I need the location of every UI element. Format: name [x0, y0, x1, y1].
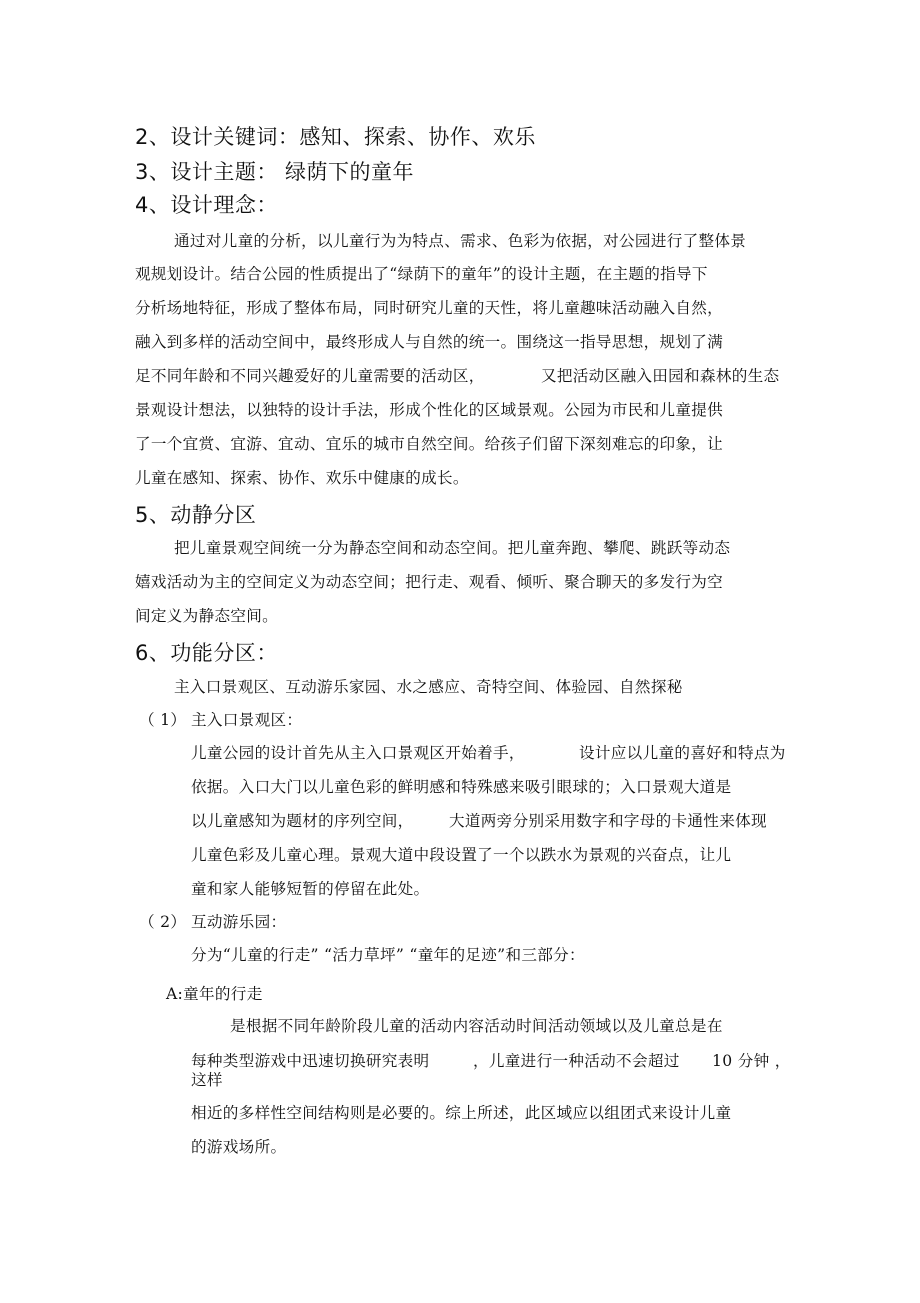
sub1-line: 大道两旁分别采用数字和字母的卡通性来体现 [449, 812, 767, 830]
zoning-line: 间定义为静态空间。 [135, 607, 279, 625]
concept-line: 融入到多样的活动空间中，最终形成人与自然的统一。围绕这一指导思想，规划了满 [135, 333, 724, 351]
partA-line: 是根据不同年龄阶段儿童的活动内容活动时间活动领域以及儿童总是在 [230, 1017, 723, 1035]
zoning-line: 嬉戏活动为主的空间定义为动态空间；把行走、观看、倾听、聚合聊天的多发行为空 [135, 573, 724, 591]
concept-line: 又把活动区融入田园和森林的生态 [541, 367, 780, 385]
partA-title: A:童年的行走 [166, 985, 263, 1003]
concept-line: 通过对儿童的分析，以儿童行为为特点、需求、色彩为依据，对公园进行了整体景 [174, 232, 747, 250]
concept-line: 观规划设计。结合公园的性质提出了“绿荫下的童年”的设计主题，在主题的指导下 [135, 265, 708, 283]
sub1-line: 儿童色彩及儿童心理。景观大道中段设置了一个以跌水为景观的兴奋点，让儿 [191, 846, 732, 864]
concept-line: 儿童在感知、探索、协作、欢乐中健康的成长。 [135, 469, 469, 487]
sub2-number: （ 2） [139, 913, 187, 931]
heading-zoning: 5、动静分区 [135, 503, 257, 527]
concept-line: 了一个宜赏、宜游、宜动、宜乐的城市自然空间。给孩子们留下深刻难忘的印象，让 [135, 435, 724, 453]
partA-line: 相近的多样性空间结构则是必要的。综上所述，此区域应以组团式来设计儿童 [191, 1104, 732, 1122]
partA-line: 的游戏场所。 [191, 1138, 287, 1156]
sub1-line: 依据。入口大门以儿童色彩的鲜明感和特殊感来吸引眼球的；入口景观大道是 [191, 778, 732, 796]
concept-line: 足不同年龄和不同兴趣爱好的儿童需要的活动区， [135, 367, 485, 385]
heading-function: 6、功能分区： [135, 641, 278, 665]
heading-theme: 3、设计主题： 绿荫下的童年 [135, 160, 415, 184]
zoning-line: 把儿童景观空间统一分为静态空间和动态空间。把儿童奔跑、攀爬、跳跃等动态 [174, 539, 731, 557]
heading-concept: 4、设计理念： [135, 193, 278, 217]
sub1-number: （ 1） [139, 711, 187, 729]
sub2-title: 互动游乐园： [191, 913, 287, 931]
sub1-line: 童和家人能够短暂的停留在此处。 [191, 880, 430, 898]
concept-line: 分析场地特征，形成了整体布局，同时研究儿童的天性，将儿童趣味活动融入自然， [135, 299, 724, 317]
sub2-intro: 分为“儿童的行走” “活力草坪” “童年的足迹”和三部分： [191, 946, 585, 964]
sub1-line: 以儿童感知为题材的序列空间， [191, 812, 414, 830]
partA-line: 10 分钟 ， [712, 1052, 791, 1070]
sub1-line: 儿童公园的设计首先从主入口景观区开始着手， [191, 744, 525, 762]
partA-line: 这样 [191, 1071, 223, 1089]
sub1-title: 主入口景观区： [191, 711, 303, 729]
partA-line: 每种类型游戏中迅速切换研究表明 [191, 1052, 430, 1070]
concept-line: 景观设计想法，以独特的设计手法，形成个性化的区域景观。公园为市民和儿童提供 [135, 401, 724, 419]
partA-line: ，儿童进行一种活动不会超过 [473, 1052, 680, 1070]
sub1-line: 设计应以儿童的喜好和特点为 [579, 744, 786, 762]
heading-keywords: 2、设计关键词：感知、探索、协作、欢乐 [135, 125, 536, 149]
function-list: 主入口景观区、互动游乐家园、水之感应、奇特空间、体验园、自然探秘 [174, 678, 683, 696]
